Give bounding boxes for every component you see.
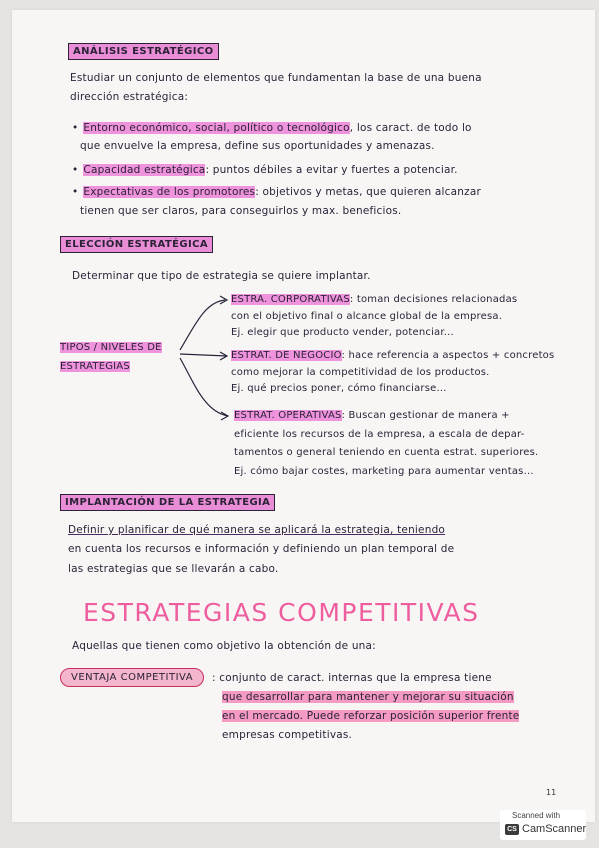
- ventaja-line-4: empresas competitivas.: [222, 729, 353, 741]
- arrow-to-negocio: [180, 354, 227, 356]
- capacidad-highlight: Capacidad estratégica: [83, 164, 206, 176]
- eleccion-intro: Determinar que tipo de estrategia se quiere implantar.: [72, 270, 371, 282]
- analisis-intro-line-1: Estudiar un conjunto de elementos que fundamentan la base de una buena: [70, 72, 482, 84]
- corporativas-example: Ej. elegir que producto vender, potenciar...: [231, 327, 454, 338]
- section-header-analisis: ANÁLISIS ESTRATÉGICO: [68, 43, 219, 60]
- ventaja-line-1: : conjunto de caract. internas que la empresa tiene: [212, 672, 492, 684]
- capacidad-text: : puntos débiles a evitar y fuertes a potenciar.: [205, 164, 458, 176]
- corporativas-desc: : toman decisiones relacionadas: [349, 294, 518, 305]
- entorno-highlight: Entorno económico, social, político o tecnológico: [83, 122, 350, 134]
- expectativas-highlight: Expectativas de los promotores: [83, 186, 256, 198]
- ventaja-line-3: en el mercado. Puede reforzar posición superior frente: [222, 710, 520, 722]
- competitivas-title: ESTRATEGIAS COMPETITIVAS: [83, 598, 480, 627]
- operativas-line-3: tamentos o general teniendo en cuenta estrat. superiores.: [234, 447, 539, 458]
- negocio-example: Ej. qué precios poner, cómo financiarse...: [231, 383, 447, 394]
- implantacion-line-3: las estrategias que se llevarán a cabo.: [68, 563, 279, 575]
- camscanner-watermark: [500, 810, 586, 840]
- negocio-line-2: como mejorar la competitividad de los productos.: [231, 367, 490, 378]
- entorno-text: , los caract. de todo lo: [349, 122, 472, 134]
- tipos-label-line-2: ESTRATEGIAS: [60, 361, 130, 372]
- ventaja-line-2: que desarrollar para mantener y mejorar su situación: [222, 691, 514, 703]
- negocio-desc: : hace referencia a aspectos + concretos: [341, 350, 555, 361]
- camscanner-name: CamScanner: [522, 823, 587, 835]
- scanned-with-label: Scanned with: [512, 811, 561, 820]
- operativas-line-1: [234, 410, 510, 421]
- tipos-label-line-1: TIPOS / NIVELES DE: [60, 342, 162, 353]
- competitivas-intro: Aquellas que tienen como objetivo la obtención de una:: [72, 640, 376, 652]
- operativas-title: ESTRAT. OPERATIVAS: [234, 410, 342, 421]
- negocio-line-1: [231, 350, 554, 361]
- corporativas-title: ESTRA. CORPORATIVAS: [231, 294, 350, 305]
- analisis-bullet-entorno-line-2: que envuelve la empresa, define sus oportunidades y amenazas.: [80, 140, 435, 152]
- arrow-to-operativas: [180, 358, 228, 416]
- implantacion-line-1: Definir y planificar de qué manera se aplicará la estrategia, teniendo: [68, 524, 446, 536]
- operativas-line-2: eficiente los recursos de la empresa, a escala de depar-: [234, 429, 525, 440]
- corporativas-line-2: con el objetivo final o alcance global de la empresa.: [231, 311, 503, 322]
- page-number: 11: [546, 788, 557, 797]
- analisis-intro-line-2: dirección estratégica:: [70, 91, 189, 103]
- ventaja-competitiva-oval: VENTAJA COMPETITIVA: [60, 668, 204, 687]
- section-header-eleccion: ELECCIÓN ESTRATÉGICA: [60, 236, 213, 253]
- analisis-bullet-expectativas-line-2: tienen que ser claros, para conseguirlos y max. beneficios.: [80, 205, 402, 217]
- section-header-implantacion: IMPLANTACIÓN DE LA ESTRATEGIA: [60, 494, 275, 511]
- operativas-example: Ej. cómo bajar costes, marketing para aumentar ventas...: [234, 466, 534, 477]
- camscanner-icon: CS: [505, 824, 519, 835]
- expectativas-text: : objetivos y metas, que quieren alcanzar: [255, 186, 481, 198]
- corporativas-line-1: [231, 294, 517, 305]
- operativas-desc: : Buscan gestionar de manera +: [341, 410, 510, 421]
- arrow-to-corporativas: [180, 300, 225, 350]
- negocio-title: ESTRAT. DE NEGOCIO: [231, 350, 342, 361]
- implantacion-line-2: en cuenta los recursos e información y definiendo un plan temporal de: [68, 543, 455, 555]
- arrowhead-operativas: [221, 412, 228, 420]
